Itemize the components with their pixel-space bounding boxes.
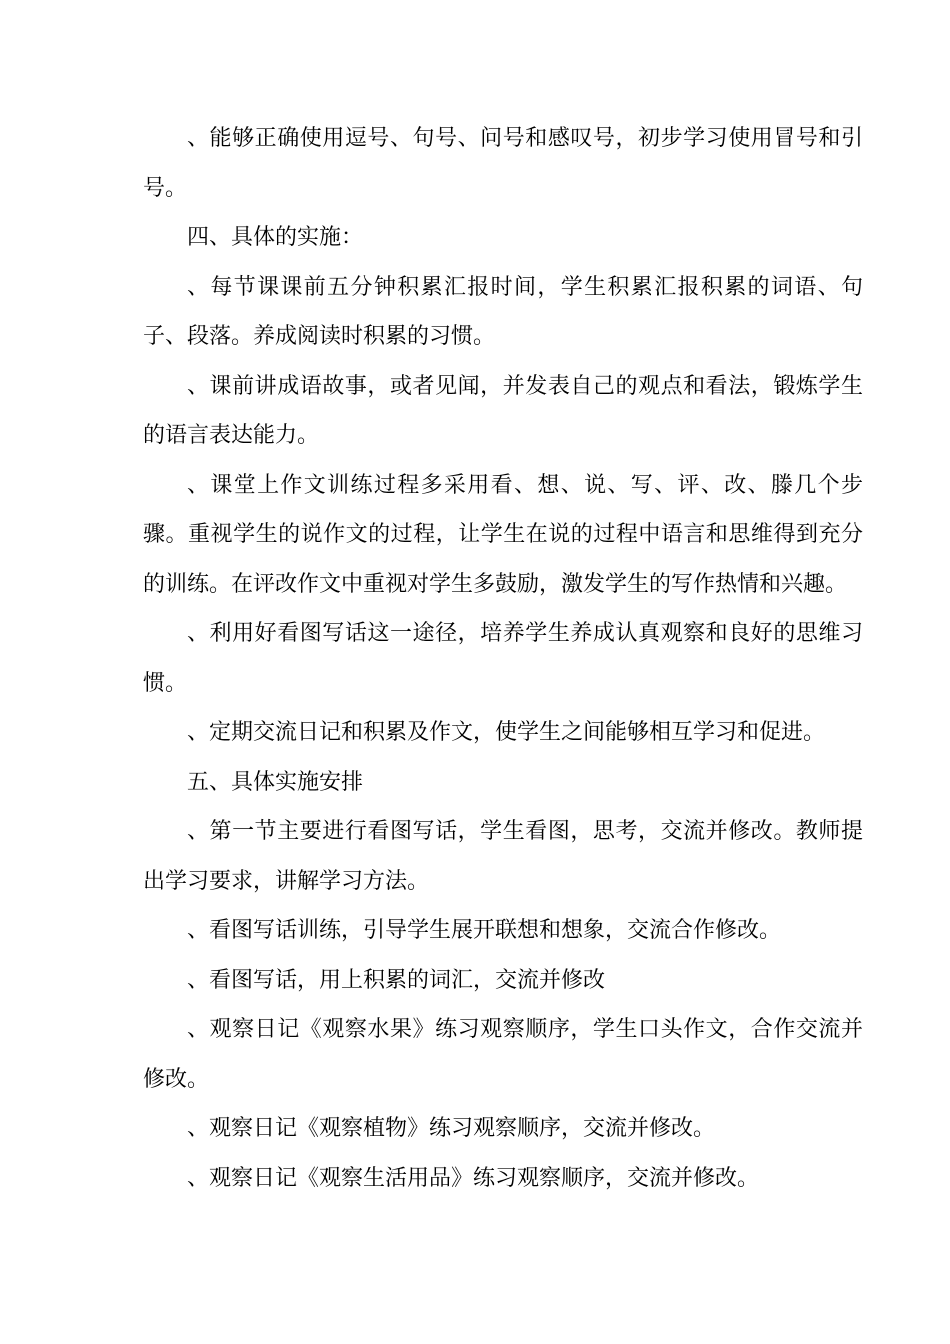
- schedule-item-4: 、观察日记《观察水果》练习观察顺序，学生口头作文，合作交流并修改。: [143, 1017, 863, 1092]
- document-body: [143, 114, 863, 1203]
- schedule-item-5: 、观察日记《观察植物》练习观察顺序，交流并修改。: [187, 1116, 716, 1141]
- paragraph-punctuation: 、能够正确使用逗号、句号、问号和感叹号，初步学习使用冒号和引号。: [143, 126, 863, 201]
- section-heading-implementation: 四、具体的实施：: [187, 225, 364, 250]
- paragraph-idiom-stories: 、课前讲成语故事，或者见闻，并发表自己的观点和看法，锻炼学生的语言表达能力。: [143, 373, 863, 448]
- schedule-item-6: 、观察日记《观察生活用品》练习观察顺序，交流并修改。: [187, 1165, 760, 1191]
- paragraph-composition-training: 、课堂上作文训练过程多采用看、想、说、写、评、改、滕几个步骤。重视学生的说作文的过程，让学生在说的过程中语言和思维得到充分的训练。在评改作文中重视对学生多鼓励，激发学生的写作热情和兴趣。: [143, 472, 863, 597]
- paragraph-accumulation-report: 、每节课课前五分钟积累汇报时间，学生积累汇报积累的词语、句子、段落。养成阅读时积累的习惯。: [143, 274, 863, 349]
- schedule-item-2: 、看图写话训练，引导学生展开联想和想象，交流合作修改。: [187, 918, 782, 943]
- paragraph-diary-exchange: 、定期交流日记和积累及作文，使学生之间能够相互学习和促进。: [187, 720, 826, 745]
- schedule-item-3: 、看图写话，用上积累的词汇，交流并修改: [187, 967, 606, 993]
- paragraph-picture-writing: 、利用好看图写话这一途径，培养学生养成认真观察和良好的思维习惯。: [143, 621, 863, 696]
- schedule-item-1: 、第一节主要进行看图写话，学生看图，思考，交流并修改。教师提出学习要求，讲解学习方法。: [143, 819, 863, 894]
- section-heading-schedule: 五、具体实施安排: [187, 769, 364, 795]
